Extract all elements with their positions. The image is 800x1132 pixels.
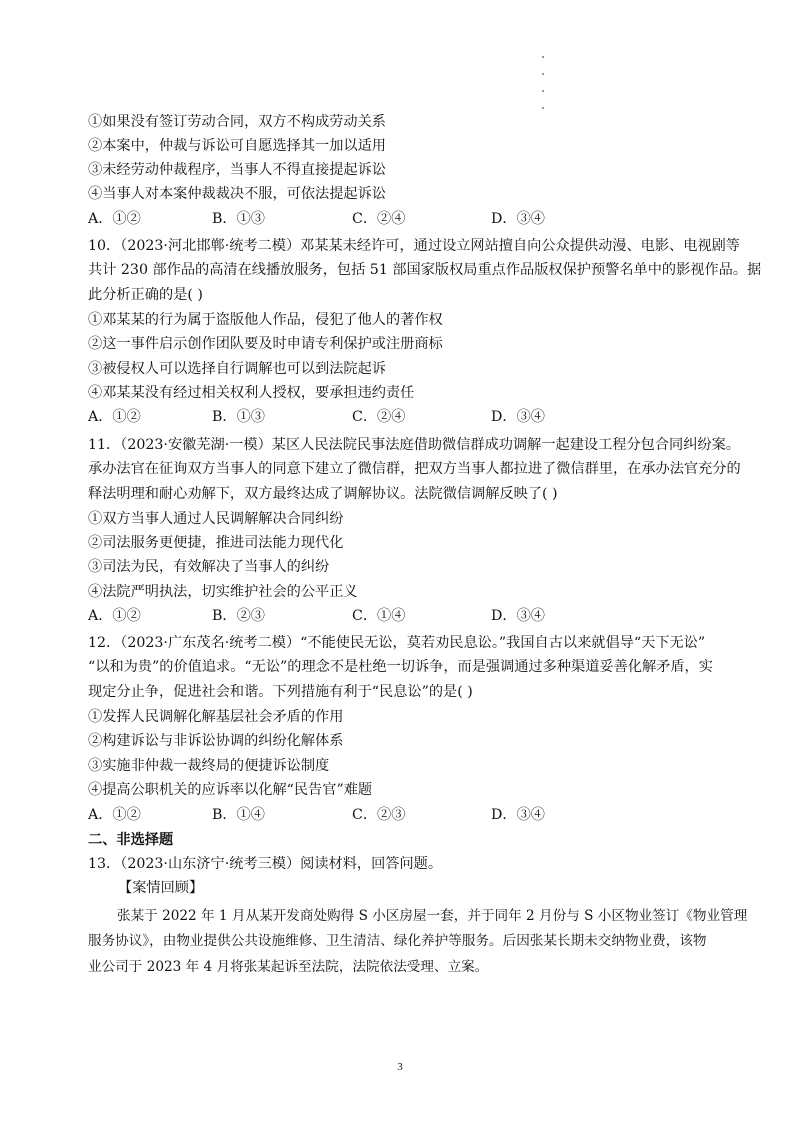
q9-statement-4: ④当事人对本案仲裁裁决不服，可依法提起诉讼: [88, 186, 386, 202]
q9-option-d: D．③④: [491, 211, 545, 227]
page-number: 3: [397, 1061, 403, 1073]
q12-statement-1: ①发挥人民调解化解基层社会矛盾的作用: [88, 709, 344, 725]
q10-stem-line-3: 此分析正确的是( ): [88, 287, 203, 303]
q11-option-b: B．②③: [212, 608, 265, 624]
q12-stem-line-3: 现定分止争，促进社会和谐。下列措施有利于“民息讼”的是( ): [88, 684, 473, 700]
q10-statement-1: ①邓某某的行为属于盗版他人作品，侵犯了他人的著作权: [88, 312, 443, 328]
q12-statement-2: ②构建诉讼与非诉讼协调的纠纷化解体系: [88, 733, 344, 749]
q12-option-a: A．①②: [88, 807, 141, 823]
q10-option-a: A．①②: [88, 409, 141, 425]
q9-statement-2: ②本案中，仲裁与诉讼可自愿选择其一加以适用: [88, 138, 386, 154]
q10-option-d: D．③④: [491, 409, 545, 425]
q13-stem: 13．（2023·山东济宁·统考三模）阅读材料，回答问题。: [88, 856, 443, 872]
q12-stem-line-2: “以和为贵”的价值追求。“无讼”的理念不是杜绝一切诉争，而是强调通过多种渠道妥善化解矛盾，实: [88, 659, 713, 675]
q9-option-b: B．①③: [212, 211, 265, 227]
q10-statement-3: ③被侵权人可以选择自行调解也可以到法院起诉: [88, 361, 386, 377]
q11-statement-4: ④法院严明执法，切实维护社会的公平正义: [88, 584, 358, 600]
q11-stem-line-1: 11．（2023·安徽芜湖·一模）某区人民法院民事法庭借助微信群成功调解一起建设工程分包合同纠纷案。: [88, 437, 740, 453]
q11-statement-3: ③司法为民，有效解决了当事人的纠纷: [88, 559, 330, 575]
q11-option-d: D．③④: [491, 608, 545, 624]
q11-stem-line-2: 承办法官在征询双方当事人的同意下建立了微信群，把双方当事人都拉进了微信群里，在承办法官充分的: [88, 461, 741, 477]
q13-case-line-1: 张某于 2022 年 1 月从某开发商处购得 S 小区房屋一套，并于同年 2 月份与 S 小区物业签订《物业管理: [117, 908, 748, 924]
q11-statement-2: ②司法服务更便捷，推进司法能力现代化: [88, 535, 344, 551]
q12-option-c: C．②③: [352, 807, 406, 823]
q9-option-a: A．①②: [88, 211, 141, 227]
q10-stem-line-1: 10．（2023·河北邯郸·统考二模）邓某某未经许可，通过设立网站擅自向公众提供动漫、电影、电视剧等: [88, 238, 740, 254]
q12-statement-3: ③实施非仲裁一裁终局的便捷诉讼制度: [88, 758, 330, 774]
q10-statement-4: ④邓某某没有经过相关权利人授权，要承担违约责任: [88, 385, 415, 401]
q12-option-d: D．③④: [491, 807, 545, 823]
q11-option-a: A．①②: [88, 608, 141, 624]
q9-option-c: C．②④: [352, 211, 406, 227]
q13-case-title: 【案情回顾】: [118, 880, 204, 896]
q9-statement-1: ①如果没有签订劳动合同，双方不构成劳动关系: [88, 114, 386, 130]
q10-option-b: B．①③: [212, 409, 265, 425]
q10-stem-line-2: 共计 230 部作品的高清在线播放服务，包括 51 部国家版权局重点作品版权保护预警名单中的影视作品。据: [88, 262, 762, 278]
q11-statement-1: ①双方当事人通过人民调解解决合同纠纷: [88, 511, 344, 527]
q11-stem-line-3: 释法明理和耐心劝解下，双方最终达成了调解协议。法院微信调解反映了( ): [88, 486, 558, 502]
q13-case-line-2: 服务协议》，由物业提供公共设施维修、卫生清洁、绿化养护等服务。后因张某长期未交纳物业费，该物: [88, 933, 707, 949]
q9-statement-3: ③未经劳动仲裁程序，当事人不得直接提起诉讼: [88, 162, 386, 178]
q12-option-b: B．①④: [212, 807, 265, 823]
q11-option-c: C．①④: [352, 608, 406, 624]
q10-option-c: C．②④: [352, 409, 406, 425]
section-title-non-choice: 二、非选择题: [88, 832, 174, 848]
q10-statement-2: ②这一事件启示创作团队要及时申请专利保护或注册商标: [88, 336, 443, 352]
q13-case-line-3: 业公司于 2023 年 4 月将张某起诉至法院，法院依法受理、立案。: [88, 959, 489, 975]
q12-statement-4: ④提高公职机关的应诉率以化解“民告官”难题: [88, 782, 373, 798]
q12-stem-line-1: 12．（2023·广东茂名·统考二模）“不能使民无讼，莫若劝民息讼。”我国自古以来就倡导“天下无讼”: [88, 635, 706, 651]
